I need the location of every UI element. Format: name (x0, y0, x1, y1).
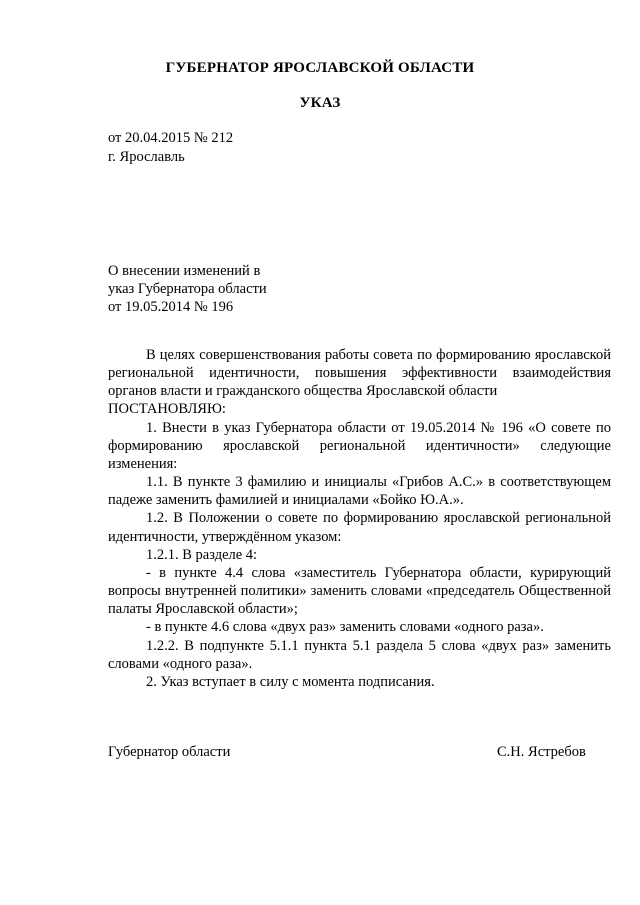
authority-heading: ГУБЕРНАТОР ЯРОСЛАВСКОЙ ОБЛАСТИ (165, 60, 475, 76)
subject-line-2: указ Губернатора области (108, 281, 267, 297)
signatory-name: С.Н. Ястребов (497, 744, 586, 760)
subject-line-1: О внесении изменений в (108, 263, 261, 279)
clause-1-2-1-b: - в пункте 4.6 слова «двух раз» заменить словами «одного раза». (146, 619, 544, 636)
clause-1-2-1-a: - в пункте 4.4 слова «заместитель Губернатора области, курирующий вопросы внутренней политики» заменить словами «председатель Общественной палаты Ярославской области»; (108, 564, 611, 618)
document-body (108, 346, 611, 691)
document-city: г. Ярославль (108, 149, 185, 165)
signatory-position: Губернатор области (108, 744, 231, 760)
resolve-heading: ПОСТАНОВЛЯЮ: (108, 401, 226, 418)
clause-2: 2. Указ вступает в силу с момента подписания. (146, 673, 435, 690)
subject-line-3: от 19.05.2014 № 196 (108, 299, 234, 315)
clause-1: 1. Внести в указ Губернатора области от 19.05.2014 № 196 «О совете по формированию ярославской региональной идентичности» следующие изменения: (108, 419, 611, 472)
clause-1-2-1: 1.2.1. В разделе 4: (146, 546, 258, 563)
document-date-number: от 20.04.2015 № 212 (108, 130, 234, 146)
document-type-heading: УКАЗ (299, 95, 341, 111)
clause-1-1: 1.1. В пункте 3 фамилию и инициалы «Грибов А.С.» в соответствующем падеже заменить фамилией и инициалами «Бойко Ю.А.». (108, 474, 611, 509)
clause-1-2-2: 1.2.2. В подпункте 5.1.1 пункта 5.1 раздела 5 слова «двух раз» заменить словами «одного раза». (108, 637, 611, 672)
clause-1-2: 1.2. В Положении о совете по формированию ярославской региональной идентичности, утверждённом указом: (108, 510, 611, 545)
preamble-paragraph: В целях совершенствования работы совета по формированию ярославской региональной идентичности, повышения эффективности взаимодействия органов власти и гражданского общества Ярославской области (108, 347, 611, 400)
